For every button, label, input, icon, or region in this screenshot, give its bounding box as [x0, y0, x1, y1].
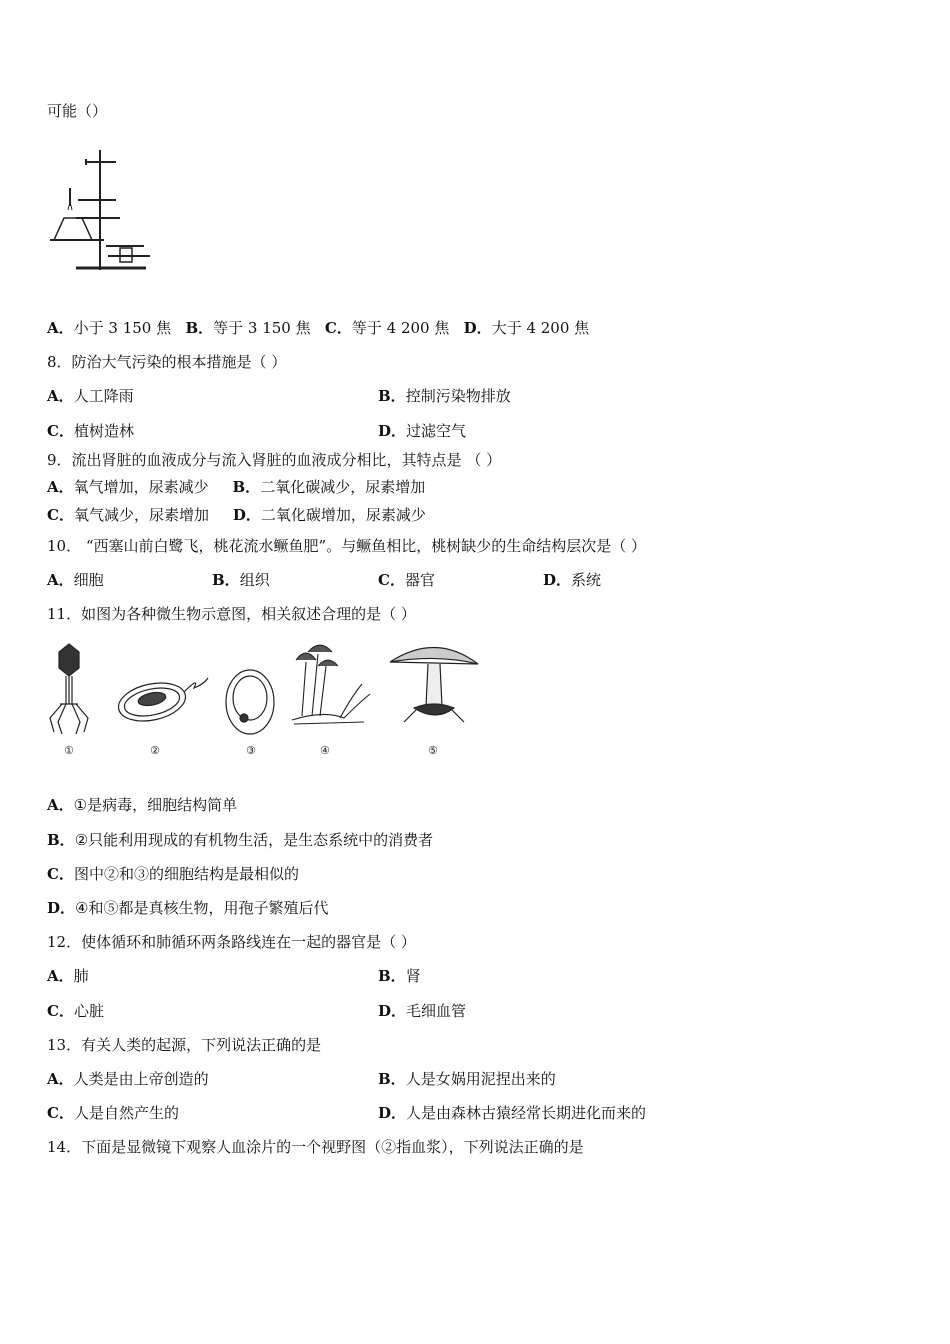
option-letter: B． [378, 387, 406, 405]
figure-label-2: ② [150, 744, 160, 757]
q12-option-b [378, 966, 421, 986]
figure-label-5: ⑤ [428, 744, 438, 757]
question-8-stem: 8．防治大气污染的根本措施是（ ） [47, 353, 287, 371]
option-letter: B． [232, 478, 261, 496]
option-a-letter: A． [47, 319, 74, 337]
option-letter: A． [47, 1070, 74, 1088]
question-7-options [47, 318, 589, 338]
q11-option-d [47, 898, 328, 918]
option-letter: C． [47, 422, 74, 440]
option-text: ④和⑤都是真核生物，用孢子繁殖后代 [75, 899, 329, 917]
question-13-stem: 13．有关人类的起源，下列说法正确的是 [47, 1036, 322, 1054]
q12-option-d [378, 1001, 466, 1021]
option-d-letter: D． [463, 319, 492, 337]
q8-option-a [47, 386, 134, 406]
option-text: 细胞 [73, 571, 104, 589]
option-letter: A． [47, 796, 74, 814]
q13-option-b [378, 1069, 556, 1089]
option-text: 系统 [571, 571, 602, 589]
option-text: ①是病毒，细胞结构简单 [73, 796, 238, 814]
q10-option-b [212, 570, 270, 590]
figure-label-3: ③ [246, 744, 256, 757]
question-7-stem-tail: 可能（） [47, 102, 108, 120]
option-c-letter: C． [324, 319, 352, 337]
option-text: 人工降雨 [73, 387, 134, 405]
q10-option-d [543, 570, 601, 590]
q8-option-c [47, 421, 134, 441]
option-letter: C． [378, 571, 405, 589]
option-letter: C． [47, 865, 74, 883]
option-letter: B． [378, 1070, 406, 1088]
bacterium-drawing [115, 677, 208, 726]
q9-options-row-1 [47, 477, 425, 497]
q11-option-c [47, 864, 299, 884]
q10-option-c [378, 570, 435, 590]
option-text: 器官 [404, 571, 435, 589]
option-text: 植树造林 [73, 422, 134, 440]
option-text: 氧气增加，尿素减少 [73, 478, 209, 496]
option-text: 图中②和③的细胞结构是最相似的 [73, 865, 299, 883]
option-text: 氧气减少，尿素增加 [73, 506, 209, 524]
option-letter: A． [47, 478, 74, 496]
option-text: 心脏 [73, 1002, 104, 1020]
option-text: 人是女娲用泥捏出来的 [405, 1070, 556, 1088]
option-text: 过滤空气 [406, 422, 467, 440]
option-letter: B． [378, 967, 406, 985]
option-text: 二氧化碳减少，尿素增加 [260, 478, 426, 496]
option-letter: D． [543, 571, 572, 589]
option-letter: D． [47, 899, 76, 917]
option-letter: B． [47, 831, 75, 849]
q12-option-a [47, 966, 89, 986]
option-text: ②只能利用现成的有机物生活，是生态系统中的消费者 [74, 831, 434, 849]
option-letter: C． [47, 1104, 74, 1122]
option-text: 人类是由上帝创造的 [73, 1070, 209, 1088]
q10-option-a [47, 570, 104, 590]
option-letter: C． [47, 1002, 74, 1020]
question-14-stem: 14．下面是显微镜下观察人血涂片的一个视野图（②指血浆），下列说法正确的是 [47, 1138, 584, 1156]
option-text: 二氧化碳增加，尿素减少 [260, 506, 426, 524]
microorganisms-figure [44, 636, 484, 766]
option-text: 人是自然产生的 [73, 1104, 179, 1122]
option-text: 毛细血管 [406, 1002, 467, 1020]
q8-option-d [378, 421, 466, 441]
option-b-letter: B． [185, 319, 214, 337]
q13-option-a [47, 1069, 209, 1089]
option-a: 小于 3 150 焦 [73, 319, 172, 337]
q13-option-c [47, 1103, 179, 1123]
q8-option-b [378, 386, 511, 406]
q9-options-row-2 [47, 505, 426, 525]
option-letter: A． [47, 571, 74, 589]
option-letter: D． [378, 422, 407, 440]
option-letter: B． [212, 571, 240, 589]
option-c: 等于 4 200 焦 [351, 319, 450, 337]
q11-option-a [47, 795, 237, 815]
q12-option-c [47, 1001, 104, 1021]
option-letter: D． [232, 506, 261, 524]
figure-label-1: ① [64, 744, 74, 757]
question-10-stem: 10． “西塞山前白鹭飞，桃花流水鳜鱼肥”。与鳜鱼相比，桃树缺少的生命结构层次是（ ） [47, 537, 646, 555]
option-d: 大于 4 200 焦 [491, 319, 590, 337]
figure-label-4: ④ [320, 744, 330, 757]
iron-stand-figure [48, 148, 158, 283]
option-b: 等于 3 150 焦 [213, 319, 311, 337]
option-text: 肺 [73, 967, 89, 985]
question-11-stem: 11．如图为各种微生物示意图，相关叙述合理的是（ ） [47, 605, 416, 623]
q11-option-b [47, 830, 433, 850]
option-text: 组织 [239, 571, 270, 589]
option-letter: D． [378, 1002, 407, 1020]
option-text: 肾 [405, 967, 421, 985]
option-letter: D． [378, 1104, 407, 1122]
option-text: 控制污染物排放 [405, 387, 511, 405]
option-text: 人是由森林古猿经常长期进化而来的 [406, 1104, 647, 1122]
virus-drawing [50, 644, 88, 734]
q13-option-d [378, 1103, 646, 1123]
mold-drawing [292, 645, 370, 724]
option-letter: C． [47, 506, 74, 524]
option-letter: A． [47, 387, 74, 405]
option-letter: A． [47, 967, 74, 985]
mushroom-drawing [390, 647, 478, 722]
question-9-stem: 9．流出肾脏的血液成分与流入肾脏的血液成分相比，其特点是 （ ） [47, 451, 502, 469]
question-12-stem: 12．使体循环和肺循环两条路线连在一起的器官是（ ） [47, 933, 416, 951]
yeast-drawing [226, 670, 274, 734]
